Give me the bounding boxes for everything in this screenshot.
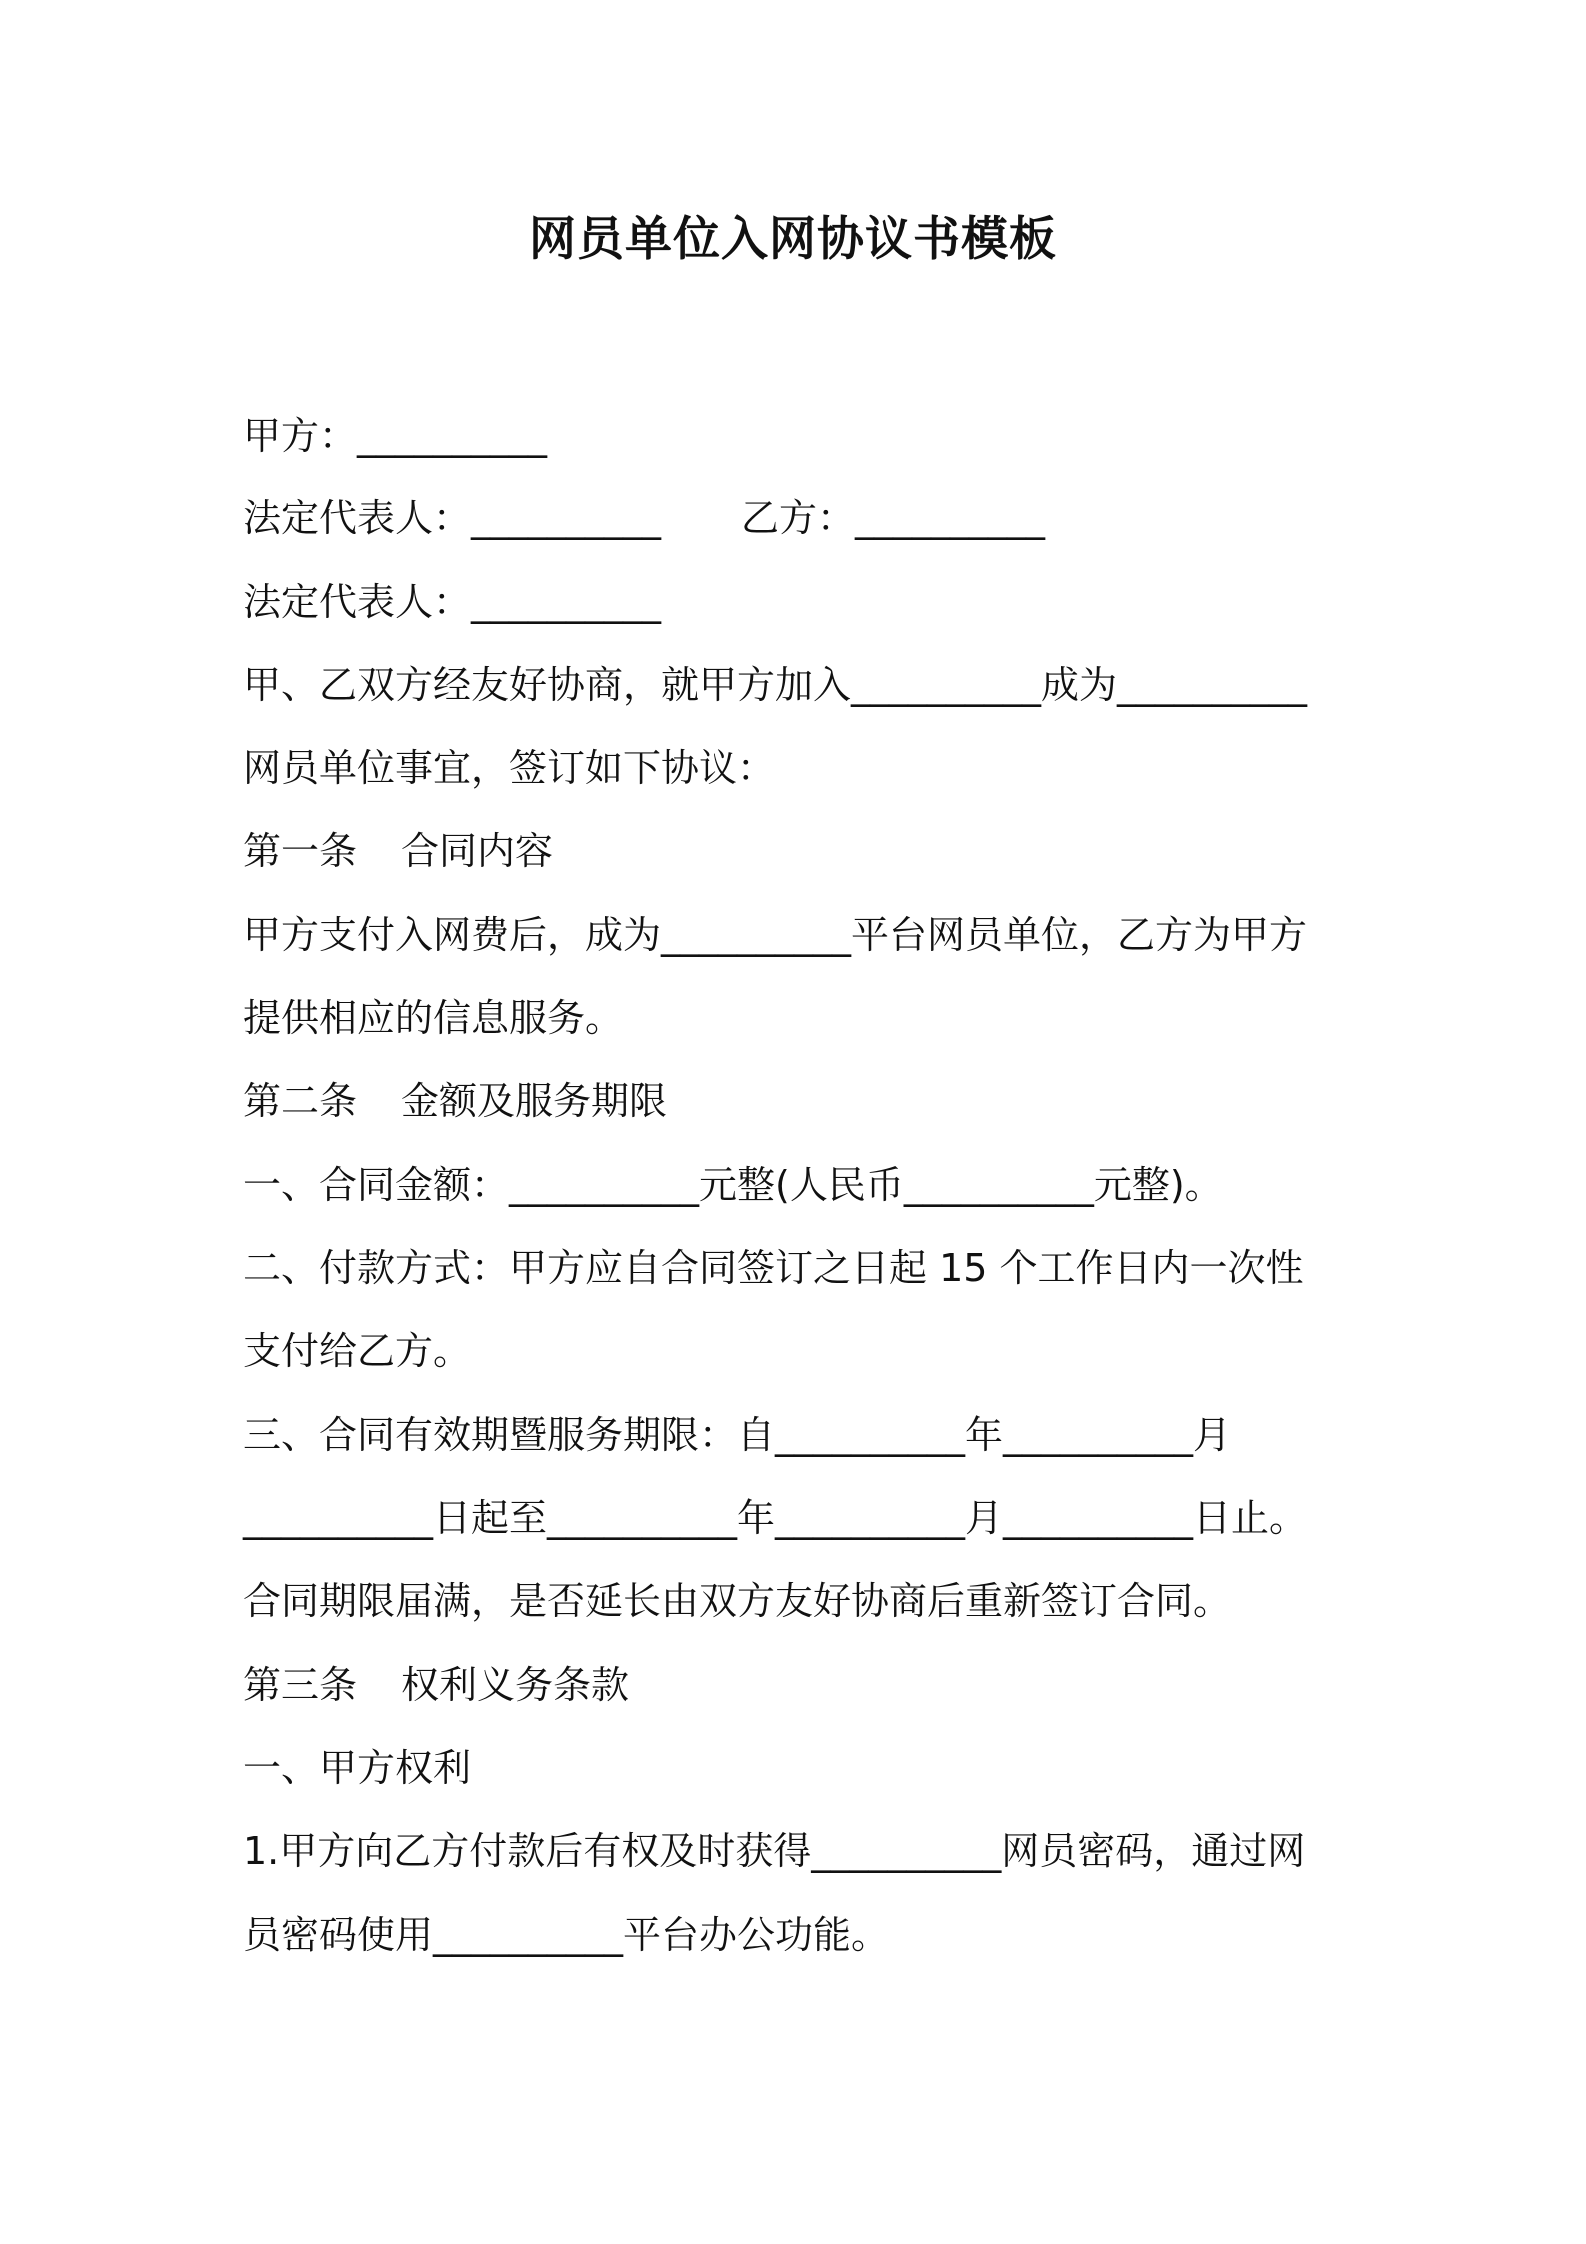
article-1-number: 第一条 [243, 829, 358, 873]
article-2-payment-line-1: 二、付款方式：甲方应自合同签订之日起 15 个工作日内一次性 [243, 1246, 1304, 1290]
intro-line-2: 网员单位事宜，签订如下协议： [243, 746, 776, 790]
party-a-line: 甲方：__________ [243, 414, 548, 458]
rep-a-text: 法定代表人：__________ [243, 496, 662, 540]
rep-a-party-b-line [243, 490, 1045, 546]
article-1-heading [243, 823, 553, 879]
article-2-term-line-2: __________日起至__________年__________月__________日止。 [243, 1496, 1308, 1540]
article-1-title: 合同内容 [401, 829, 554, 873]
article-3-subheading-1: 一、甲方权利 [243, 1746, 472, 1790]
article-2-term-line-1: 三、合同有效期暨服务期限：自__________年__________月 [243, 1413, 1232, 1457]
article-3-heading [243, 1657, 629, 1713]
party-b-text: 乙方：__________ [741, 496, 1046, 540]
document-title: 网员单位入网协议书模板 [529, 212, 1057, 267]
article-3-item-1-line-2: 员密码使用__________平台办公功能。 [243, 1913, 890, 1957]
article-2-heading [243, 1073, 667, 1129]
article-2-amount-line: 一、合同金额：__________元整(人民币__________元整)。 [243, 1163, 1223, 1207]
article-1-paragraph-line-2: 提供相应的信息服务。 [243, 996, 624, 1040]
rep-b-line: 法定代表人：__________ [243, 580, 662, 624]
article-1-paragraph-line-1: 甲方支付入网费后，成为__________平台网员单位，乙方为甲方 [243, 913, 1308, 957]
intro-line-1: 甲、乙双方经友好协商，就甲方加入__________成为__________ [243, 663, 1308, 707]
article-3-number: 第三条 [243, 1663, 358, 1707]
article-2-payment-line-2: 支付给乙方。 [243, 1329, 472, 1373]
article-3-title: 权利义务条款 [401, 1663, 630, 1707]
article-3-item-1-line-1: 1.甲方向乙方付款后有权及时获得__________网员密码，通过网 [243, 1829, 1306, 1873]
article-2-number: 第二条 [243, 1079, 358, 1123]
article-2-title: 金额及服务期限 [401, 1079, 668, 1123]
article-2-term-line-3: 合同期限届满，是否延长由双方友好协商后重新签订合同。 [243, 1579, 1232, 1623]
